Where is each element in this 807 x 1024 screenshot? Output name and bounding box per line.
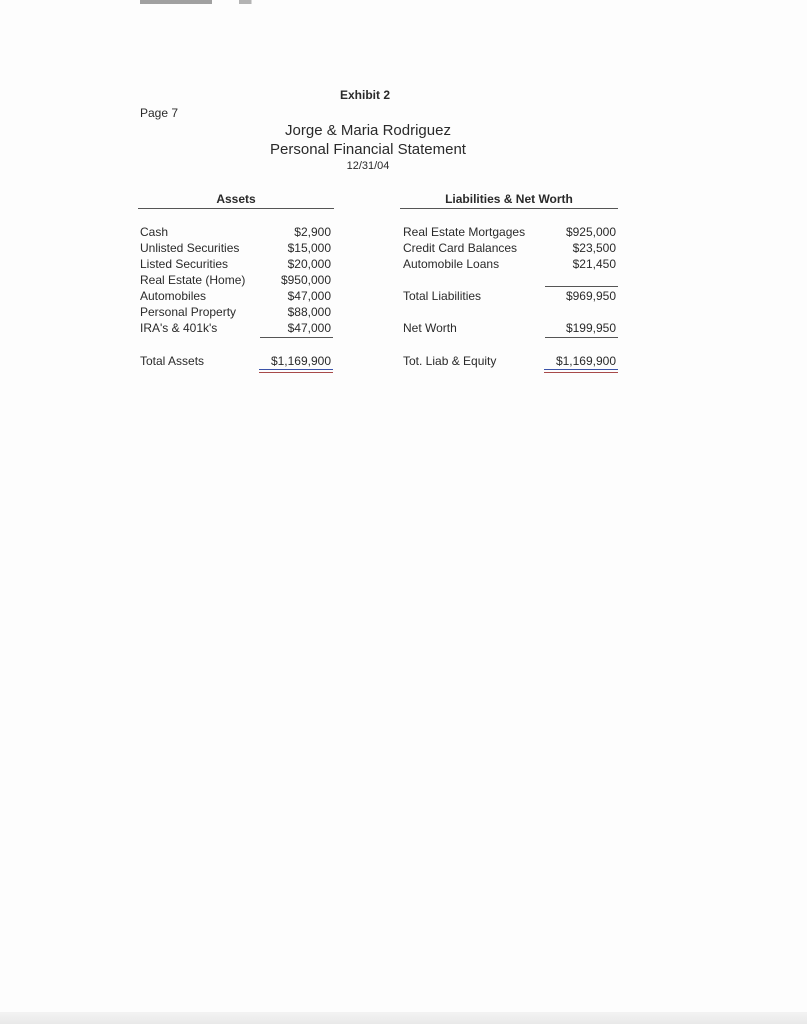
asset-label: Listed Securities (140, 257, 229, 271)
net-worth-label: Net Worth (403, 321, 457, 335)
asset-amount: $950,000 (280, 273, 331, 287)
grand-total-row (403, 353, 616, 369)
total-liabilities-row (403, 288, 616, 304)
liability-row (403, 256, 616, 272)
liability-row (403, 224, 616, 240)
liability-amount: $21,450 (572, 257, 616, 271)
assets-subtotal-rule (260, 337, 333, 338)
asset-amount: $20,000 (287, 257, 331, 271)
net-worth-amount: $199,950 (565, 321, 616, 335)
asset-amount: $15,000 (287, 241, 331, 255)
asset-row (140, 288, 331, 304)
asset-amount: $47,000 (287, 289, 331, 303)
liabilities-subtotal-rule (545, 286, 618, 287)
asset-label: Unlisted Securities (140, 241, 240, 255)
liabilities-heading: Liabilities & Net Worth (400, 192, 618, 209)
liability-label: Automobile Loans (403, 257, 500, 271)
asset-label: Cash (140, 225, 169, 239)
statement-owner-name: Jorge & Maria Rodriguez (285, 122, 451, 139)
exhibit-label: Exhibit 2 (339, 88, 390, 102)
total-assets-label: Total Assets (140, 354, 205, 368)
asset-label: Personal Property (140, 305, 237, 319)
asset-row (140, 256, 331, 272)
asset-label: Real Estate (Home) (140, 273, 246, 287)
total-assets-amount: $1,169,900 (270, 354, 331, 368)
page-number: Page 7 (140, 106, 179, 120)
liability-label: Real Estate Mortgages (403, 225, 526, 239)
asset-row (140, 272, 331, 288)
asset-row (140, 240, 331, 256)
asset-row (140, 224, 331, 240)
asset-amount: $47,000 (287, 321, 331, 335)
total-liabilities-amount: $969,950 (565, 289, 616, 303)
grand-total-double-rule (544, 369, 618, 373)
liability-amount: $925,000 (565, 225, 616, 239)
asset-label: IRA's & 401k's (140, 321, 218, 335)
assets-heading: Assets (138, 192, 334, 209)
asset-row (140, 304, 331, 320)
grand-total-label: Tot. Liab & Equity (403, 354, 497, 368)
liability-amount: $23,500 (572, 241, 616, 255)
grand-total-amount: $1,169,900 (555, 354, 616, 368)
asset-amount: $88,000 (287, 305, 331, 319)
statement-title: Personal Financial Statement (270, 141, 466, 158)
asset-label: Automobiles (140, 289, 207, 303)
liability-row (403, 240, 616, 256)
top-scan-artifact (140, 0, 320, 4)
total-liabilities-label: Total Liabilities (403, 289, 482, 303)
net-worth-row (403, 320, 616, 336)
net-worth-rule (545, 337, 618, 338)
asset-row (140, 320, 331, 336)
statement-date: 12/31/04 (346, 160, 390, 172)
total-assets-double-rule (259, 369, 333, 373)
total-assets-row (140, 353, 331, 369)
liability-label: Credit Card Balances (403, 241, 518, 255)
asset-amount: $2,900 (294, 225, 331, 239)
page-bottom-edge (0, 1012, 807, 1024)
